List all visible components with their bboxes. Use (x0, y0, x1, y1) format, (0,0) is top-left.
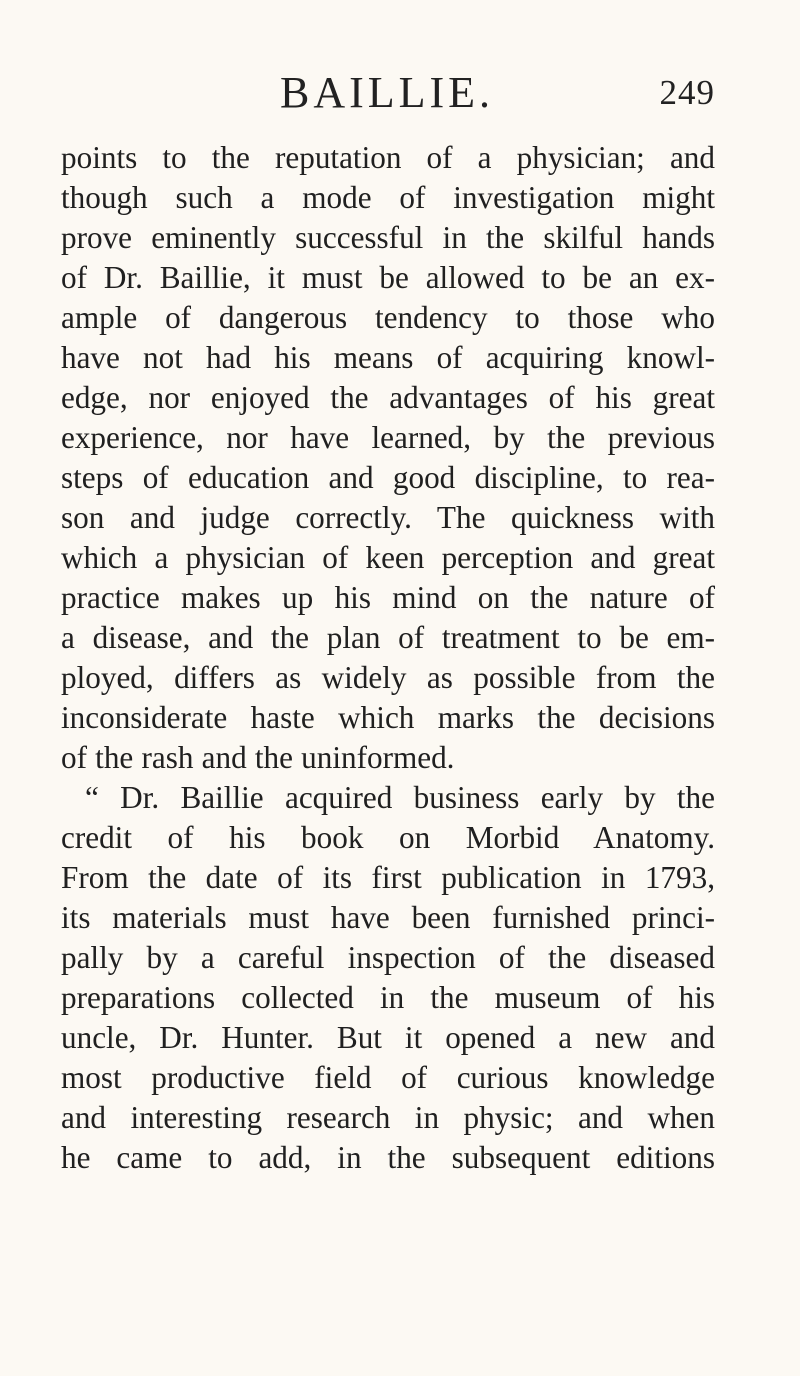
text-line: From the date of its first publication in 1793, (61, 860, 715, 895)
text-line: steps of education and good discipline, to rea- (61, 460, 715, 495)
text-line: experience, nor have learned, by the previous (61, 420, 715, 455)
text-line: pally by a careful inspection of the diseased (61, 940, 715, 975)
running-head (62, 66, 715, 120)
body-text (61, 138, 715, 1178)
text-line: and interesting research in physic; and when (61, 1100, 715, 1135)
text-line: uncle, Dr. Hunter. But it opened a new and (61, 1020, 715, 1055)
running-title: BAILLIE. (279, 68, 495, 117)
text-line: most productive field of curious knowledge (61, 1060, 715, 1095)
text-line: its materials must have been furnished princi- (61, 900, 715, 935)
text-line: he came to add, in the subsequent editions (61, 1140, 715, 1175)
text-line: ployed, differs as widely as possible from the (61, 660, 715, 695)
paragraph-end-line: of the rash and the uninformed. (61, 740, 455, 775)
text-line: credit of his book on Morbid Anatomy. (61, 820, 715, 855)
text-line: of Dr. Baillie, it must be allowed to be an ex- (61, 260, 715, 295)
text-line: a disease, and the plan of treatment to be em- (61, 620, 715, 655)
text-line: points to the reputation of a physician; and (61, 140, 715, 175)
text-line: though such a mode of investigation might (61, 180, 715, 215)
page-number: 249 (659, 73, 715, 112)
text-line: preparations collected in the museum of his (61, 980, 715, 1015)
text-line: practice makes up his mind on the nature of (61, 580, 715, 615)
text-line: prove eminently successful in the skilful hands (61, 220, 715, 255)
text-line: have not had his means of acquiring knowl- (61, 340, 715, 375)
text-line: inconsiderate haste which marks the decisions (61, 700, 715, 735)
text-line: son and judge correctly. The quickness with (61, 500, 715, 535)
text-line: which a physician of keen perception and great (61, 540, 715, 575)
paragraph-start-line: “ Dr. Baillie acquired business early by the (85, 780, 715, 815)
text-line: ample of dangerous tendency to those who (61, 300, 715, 335)
text-line: edge, nor enjoyed the advantages of his great (61, 380, 715, 415)
